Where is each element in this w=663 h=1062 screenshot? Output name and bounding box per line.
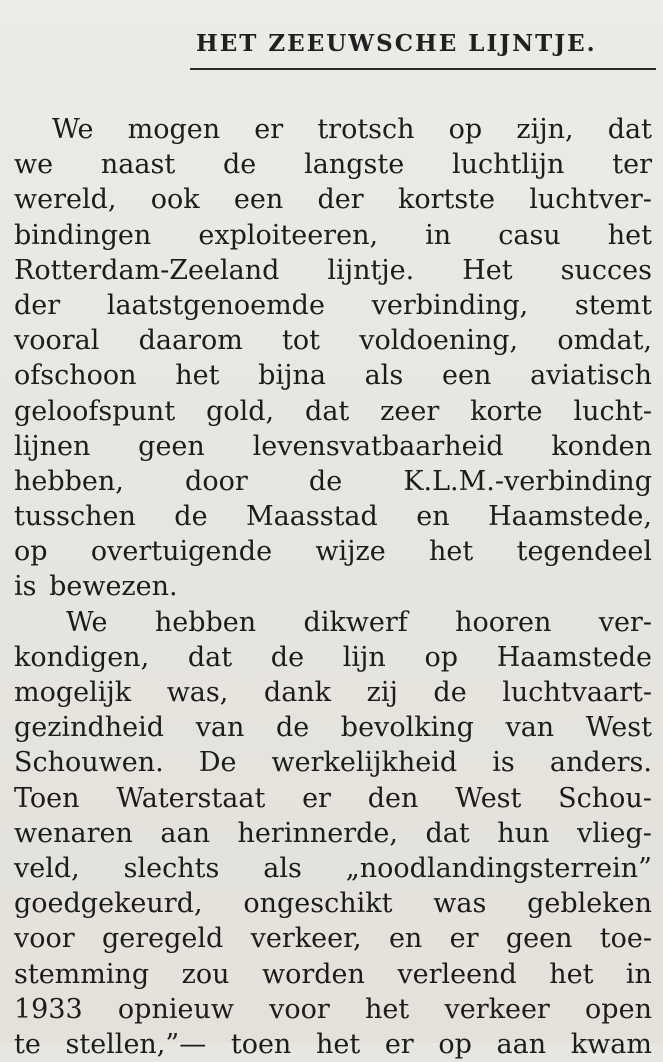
word: verleend <box>397 958 517 990</box>
text-line <box>14 218 652 253</box>
word: op <box>438 1028 472 1060</box>
text-line <box>14 675 652 710</box>
word: lijntje. <box>327 254 415 286</box>
word: herinnerde, <box>237 817 398 849</box>
word: we <box>14 149 54 181</box>
word: We <box>66 606 108 638</box>
word: toen <box>230 1028 292 1060</box>
word: West <box>455 782 522 814</box>
word: het <box>549 958 594 990</box>
word: en <box>388 923 423 955</box>
word: open <box>585 993 652 1025</box>
word: tegendeel <box>516 536 652 568</box>
word: exploiteeren, <box>198 219 379 251</box>
word: omdat, <box>557 325 652 357</box>
text-line <box>14 147 652 182</box>
word: was <box>433 888 487 920</box>
word: dikwerf <box>303 606 408 638</box>
word: der <box>317 184 364 216</box>
text-line <box>14 464 652 499</box>
word: ongeschikt <box>243 888 393 920</box>
word: casu <box>498 219 561 251</box>
word: lucht- <box>573 395 652 427</box>
word: de <box>270 641 305 673</box>
word: op <box>448 114 483 145</box>
word: opnieuw <box>117 993 234 1025</box>
word: voldoening, <box>359 325 519 357</box>
word: naast <box>100 149 176 181</box>
word: het <box>429 536 474 568</box>
word: wereld, <box>14 184 117 216</box>
word: ook <box>150 184 200 216</box>
text-line <box>14 499 652 534</box>
word: bindingen <box>14 219 152 251</box>
text-line <box>14 605 652 640</box>
word: den <box>367 782 419 814</box>
word: van <box>505 712 555 744</box>
word: levensvatbaarheid <box>252 430 504 462</box>
word: zijn, <box>516 114 574 145</box>
word: bijna <box>258 360 326 392</box>
text-line <box>14 112 652 147</box>
word: Schouwen. <box>14 747 164 779</box>
word: zou <box>181 958 230 990</box>
text-line <box>14 253 652 288</box>
word: de <box>223 149 257 181</box>
word: geen <box>138 430 205 462</box>
word: op <box>424 641 458 673</box>
word: verkeer, <box>250 923 362 955</box>
word: toe- <box>599 923 652 955</box>
word: worden <box>261 958 365 990</box>
word: We <box>52 114 94 145</box>
word: goedgekeurd, <box>14 888 203 920</box>
text-line <box>14 851 652 886</box>
word: in <box>425 219 452 251</box>
word: ofschoon <box>14 360 137 392</box>
word: wenaren <box>14 817 133 849</box>
word: mogelijk <box>14 677 132 708</box>
word: „noodlandingsterrein” <box>345 852 652 884</box>
word: de <box>433 677 467 708</box>
word: in <box>625 958 652 990</box>
word: als <box>364 360 404 392</box>
word: Toen <box>14 782 80 814</box>
word: Waterstaat <box>116 782 266 814</box>
word: Rotterdam-Zeeland <box>14 254 280 286</box>
word: een <box>233 184 284 216</box>
word: gebleken <box>527 888 652 920</box>
word: laatstgenoemde <box>106 289 325 321</box>
word: stemt <box>574 289 652 321</box>
text-line <box>14 323 652 358</box>
word: veld, <box>14 852 80 884</box>
word: de <box>174 501 208 533</box>
word: het <box>175 360 220 392</box>
word: er <box>302 782 331 814</box>
text-line <box>14 429 652 464</box>
word: luchtlijn <box>452 149 565 181</box>
text-line <box>14 534 652 569</box>
word: aviatisch <box>530 360 652 392</box>
word: voor <box>14 923 75 955</box>
word: en <box>416 501 450 533</box>
word: Schou- <box>558 782 652 814</box>
text-line <box>14 182 652 217</box>
text-line <box>14 1027 652 1062</box>
word: op <box>14 536 48 568</box>
word: gezindheid <box>14 712 165 744</box>
text-line <box>14 816 652 851</box>
word: werkelijkheid <box>271 747 458 779</box>
word: geen <box>505 923 573 955</box>
word: een <box>441 360 492 392</box>
word: aan <box>160 817 210 849</box>
word: de <box>308 465 343 497</box>
word: Haamstede, <box>488 501 652 533</box>
word: De <box>198 747 237 779</box>
word: overtuigende <box>90 536 273 568</box>
text-line <box>14 921 652 956</box>
word: als <box>263 852 302 884</box>
word: vooral <box>14 325 100 357</box>
text-line <box>14 781 652 816</box>
word: mogen <box>127 114 221 145</box>
word: hooren <box>455 606 552 638</box>
text-line <box>14 886 652 921</box>
word: Haamstede <box>496 641 652 673</box>
word: kortste <box>397 184 496 216</box>
word: geregeld <box>101 923 224 955</box>
word: ver- <box>598 606 652 638</box>
word: ter <box>612 149 652 181</box>
word: verbinding, <box>371 289 529 321</box>
text-line: is bewezen. <box>14 571 178 603</box>
text-line <box>14 640 652 675</box>
word: was, <box>166 677 229 708</box>
word: aan <box>496 1028 547 1060</box>
text-line <box>14 288 652 323</box>
word: kwam <box>570 1028 652 1060</box>
text-line <box>14 358 652 393</box>
word: zij <box>366 677 398 708</box>
word: verkeer <box>444 993 550 1025</box>
word: tusschen <box>14 501 136 533</box>
word: te <box>14 1028 41 1060</box>
article-title: HET ZEEUWSCHE LIJNTJE. <box>196 30 597 57</box>
word: van <box>195 712 245 744</box>
word: het <box>315 1028 361 1060</box>
article-body <box>14 112 652 1062</box>
word: er <box>254 114 284 145</box>
word: tot <box>282 325 320 357</box>
word: der <box>14 289 61 321</box>
text-line <box>14 394 652 429</box>
word: is <box>492 747 515 779</box>
word: er <box>449 923 479 955</box>
word: dat <box>187 641 233 673</box>
word: het <box>607 219 652 251</box>
word: daarom <box>138 325 243 357</box>
word: hebben, <box>14 465 124 497</box>
word: dank <box>263 677 332 708</box>
word: er <box>384 1028 414 1060</box>
word: voor <box>269 993 330 1025</box>
word: wijze <box>315 536 386 568</box>
word: door <box>185 465 248 497</box>
word: geloofspunt <box>14 395 176 427</box>
text-line <box>14 992 652 1027</box>
word: langste <box>304 149 405 181</box>
word: Het <box>462 254 513 286</box>
word: kondigen, <box>14 641 150 673</box>
word: slechts <box>123 852 220 884</box>
word: korte <box>470 395 543 427</box>
text-line <box>14 710 652 745</box>
word: stemming <box>14 958 150 990</box>
word: dat <box>305 395 350 427</box>
word: trotsch <box>317 114 415 145</box>
word: stellen,”— <box>65 1028 207 1060</box>
word: lijnen <box>14 430 91 462</box>
word: succes <box>560 254 652 286</box>
word: het <box>365 993 410 1025</box>
word: dat <box>425 817 470 849</box>
word: 1933 <box>14 993 83 1025</box>
word: hebben <box>154 606 257 638</box>
word: K.L.M.-verbinding <box>403 465 652 497</box>
word: luchtver- <box>529 184 652 216</box>
word: konden <box>551 430 652 462</box>
word: zeer <box>380 395 440 427</box>
title-underline <box>190 68 656 70</box>
word: dat <box>607 114 652 145</box>
word: lijn <box>342 641 386 673</box>
word: vlieg- <box>577 817 652 849</box>
word: bevolking <box>340 712 474 744</box>
word: West <box>585 712 652 744</box>
word: Maasstad <box>246 501 378 533</box>
word: anders. <box>549 747 652 779</box>
word: hun <box>497 817 550 849</box>
word: gold, <box>206 395 275 427</box>
text-line <box>14 957 652 992</box>
word: luchtvaart- <box>502 677 652 708</box>
word: de <box>275 712 310 744</box>
text-line <box>14 745 652 780</box>
